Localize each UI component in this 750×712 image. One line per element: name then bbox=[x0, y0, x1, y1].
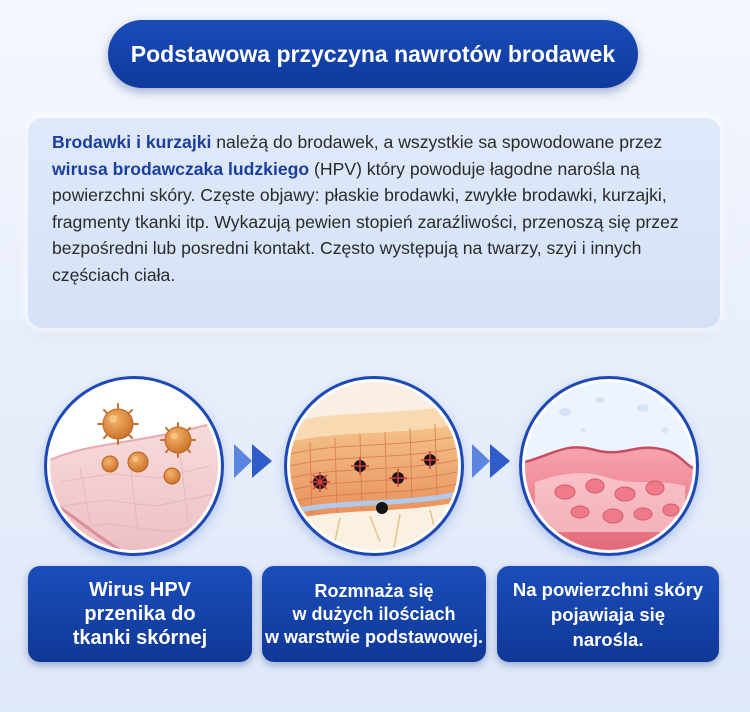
step-card-line: pojawiaja się bbox=[550, 603, 666, 625]
step-card-line: narośla. bbox=[572, 628, 644, 650]
info-highlight-warts: Brodawki i kurzajki bbox=[52, 132, 212, 152]
step-card-3 bbox=[497, 566, 719, 662]
step-card-1 bbox=[28, 566, 252, 662]
step-card-2 bbox=[262, 566, 486, 662]
page-title bbox=[108, 20, 638, 88]
arrow-right-icon bbox=[232, 440, 278, 487]
page-title-text: Podstawowa przyczyna nawrotów brodawek bbox=[130, 40, 616, 67]
skin-layers-icon bbox=[290, 382, 458, 550]
info-box bbox=[28, 118, 720, 328]
step-card-line: tkanki skórnej bbox=[72, 627, 208, 649]
step-card-line: Wirus HPV bbox=[88, 579, 192, 601]
info-text-1: należą do brodawek, a wszystkie sa spowodowane przez bbox=[211, 132, 663, 152]
step-card-line: przenika do bbox=[84, 603, 196, 625]
step-card-line: w dużych ilościach bbox=[292, 603, 456, 624]
virus-on-skin-icon bbox=[50, 382, 218, 550]
info-text-2: (HPV) który powoduje łagodne narośla ną powierzchni skóry. Częste objawy: płaskie brodawki, zwykłe brodawki, kurzajki, fragmenty tkanki itp. Wykazują pewien stopień zaraźliwości, przenoszą się przez bezpośredni lub posredni kontakt. Często występują na twarzy, szyi i innych częściach ciała. bbox=[52, 158, 679, 285]
step-card-line: Na powierzchni skóry bbox=[512, 578, 704, 600]
step-card-line: w warstwie podstawowej. bbox=[264, 626, 484, 647]
info-highlight-hpv: wirusa brodawczaka ludzkiego bbox=[52, 158, 310, 179]
arrow-right-icon bbox=[470, 440, 516, 487]
step-card-line: Rozmnaża się bbox=[314, 580, 434, 601]
skin-growth-icon bbox=[525, 382, 693, 550]
